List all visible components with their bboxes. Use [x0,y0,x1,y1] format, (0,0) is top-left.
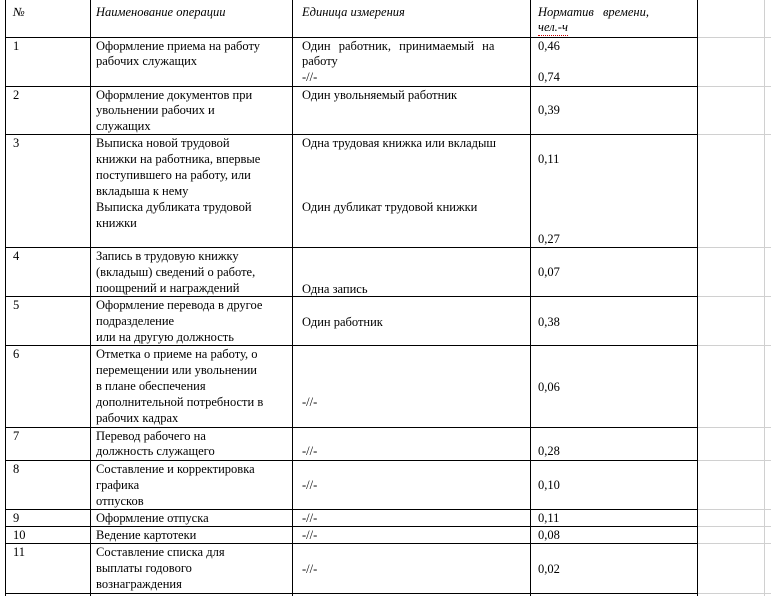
operation-line: графика [96,478,140,492]
unit-line: -//- [302,562,318,576]
operation-line: Перевод рабочего на [96,429,206,443]
unit-line: Один увольняемый работник [302,88,458,102]
operation-line: рабочих служащих [96,54,198,68]
operation-line: Оформление отпуска [96,511,209,525]
unit-line: Один дубликат трудовой книжки [302,200,478,214]
operation-line: (вкладыш) сведений о работе, [96,265,256,279]
operation-line: поощрений и награждений [96,281,240,295]
row-number: 8 [13,462,20,476]
operation-line: выплаты годового [96,561,192,575]
operation-line: дополнительной потребности в [96,395,264,409]
unit-line: Одна запись [302,282,368,296]
operation-line: вкладыша к нему [96,184,189,198]
norm-value: 0,06 [538,380,560,394]
row-number: 5 [13,298,20,312]
row-number: 11 [13,545,26,559]
operation-line: или на другую должность [96,330,234,344]
row-number: 6 [13,347,20,361]
unit-line: -//- [302,528,318,542]
operation-line: увольнении рабочих и [96,103,215,117]
operation-line: Составление списка для [96,545,225,559]
header-norm-line1: Норматив времени, [538,5,649,19]
norm-value: 0,02 [538,562,560,576]
norm-value: 0,11 [538,511,560,525]
norm-value: 0,10 [538,478,560,492]
operation-line: Запись в трудовую книжку [96,249,239,263]
operation-line: перемещении или увольнении [96,363,257,377]
operation-line: Отметка о приеме на работу, о [96,347,258,361]
operation-line: книжки на работника, впервые [96,152,261,166]
header-number: № [13,5,25,19]
unit-line: Один работник, принимаемый на [302,39,495,53]
operation-line: вознаграждения [96,577,182,591]
row-number: 1 [13,39,20,53]
operation-line: рабочих кадрах [96,411,179,425]
row-number: 10 [13,528,26,542]
operation-line: поступившего на работу, или [96,168,251,182]
unit-line: -//- [302,70,318,84]
row-number: 2 [13,88,20,102]
norm-value: 0,27 [538,232,560,246]
operation-line: Составление и корректировка [96,462,255,476]
unit-line: -//- [302,395,318,409]
norm-value: 0,28 [538,444,560,458]
operation-line: отпусков [96,494,144,508]
unit-line: Одна трудовая книжка или вкладыш [302,136,497,150]
unit-line: работу [302,54,338,68]
norm-value: 0,46 [538,39,560,53]
row-number: 7 [13,429,20,443]
row-number: 3 [13,136,20,150]
norm-value: 0,11 [538,152,560,166]
operation-line: Оформление приема на работу [96,39,261,53]
header-unit: Единица измерения [302,5,405,19]
operation-line: должность служащего [96,444,215,458]
norm-value: 0,08 [538,528,560,542]
norm-value: 0,39 [538,103,560,117]
operation-line: Ведение картотеки [96,528,197,542]
unit-line: Один работник [302,315,383,329]
header-norm-line2: чел.-ч [538,20,568,34]
norm-value: 0,38 [538,315,560,329]
operation-line: служащих [96,119,151,133]
operation-line: Оформление документов при [96,88,253,102]
operation-line: Оформление перевода в другое [96,298,263,312]
norm-value: 0,74 [538,70,560,84]
unit-line: -//- [302,478,318,492]
norm-value: 0,07 [538,265,560,279]
operation-line: Выписка дубликата трудовой [96,200,252,214]
unit-line: -//- [302,511,318,525]
operation-line: подразделение [96,314,175,328]
unit-line: -//- [302,444,318,458]
row-number: 4 [13,249,20,263]
header-operation: Наименование операции [96,5,226,19]
operation-line: в плане обеспечения [96,379,206,393]
operation-line: Выписка новой трудовой [96,136,230,150]
row-number: 9 [13,511,20,525]
operation-line: книжки [96,216,137,230]
